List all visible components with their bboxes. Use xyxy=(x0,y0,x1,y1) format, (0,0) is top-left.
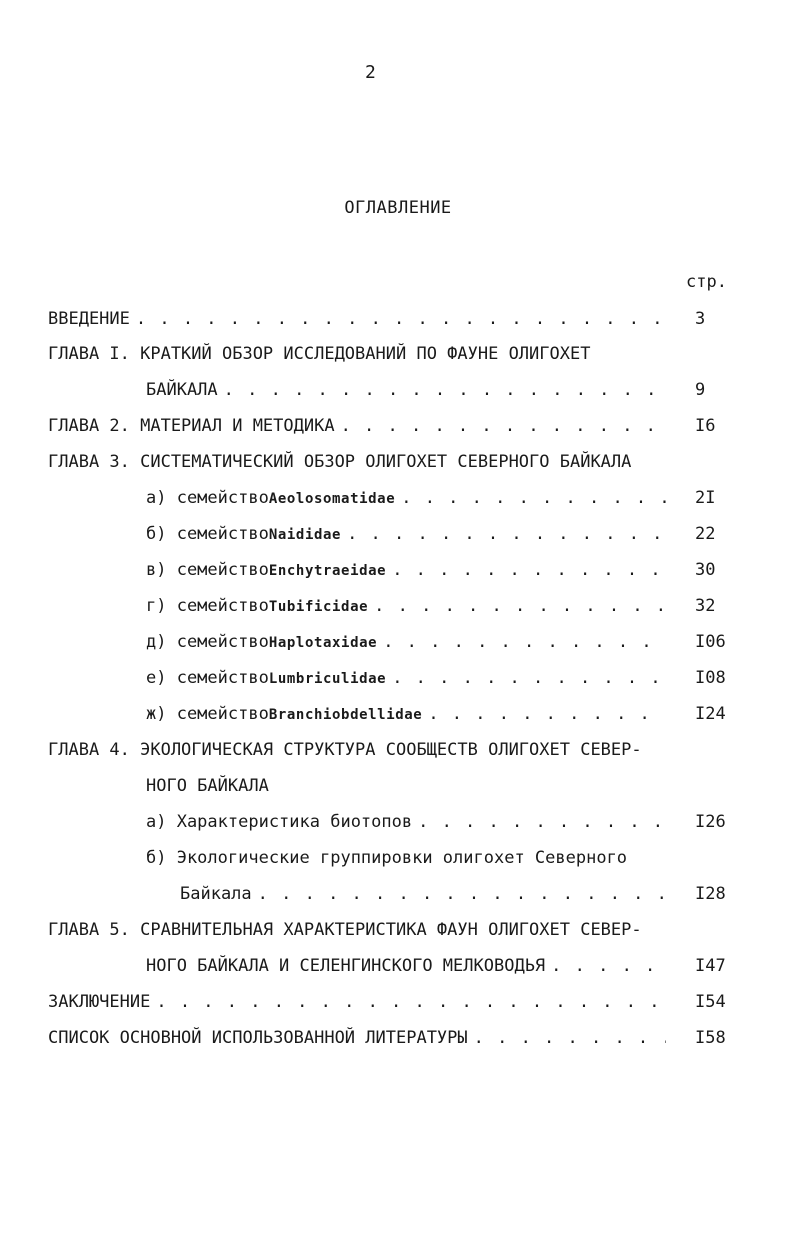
toc-references-page: I58 xyxy=(695,1028,726,1048)
leader-dots xyxy=(341,413,666,439)
leader-dots xyxy=(392,557,666,583)
family-name: Haplotaxidae xyxy=(268,635,378,651)
leader-dots xyxy=(392,665,666,691)
family-prefix: е) семейство xyxy=(146,668,269,688)
family-name: Naididae xyxy=(268,527,342,543)
toc-ch4-sub-b-page: I28 xyxy=(695,884,726,904)
toc-family-row xyxy=(146,701,672,727)
toc-conclusion-label: ЗАКЛЮЧЕНИЕ xyxy=(48,992,151,1012)
toc-ch5-continuation xyxy=(146,953,672,979)
toc-ch1-page: 9 xyxy=(695,380,706,400)
family-name: Branchiobdellidae xyxy=(268,707,423,723)
toc-ch2-label: ГЛАВА 2. МАТЕРИАЛ И МЕТОДИКА xyxy=(48,416,335,436)
family-name: Tubificidae xyxy=(268,599,369,615)
toc-intro-label: ВВЕДЕНИЕ xyxy=(48,309,130,329)
toc-references-label: СПИСОК ОСНОВНОЙ ИСПОЛЬЗОВАННОЙ ЛИТЕРАТУРЫ xyxy=(48,1028,468,1048)
family-page: 30 xyxy=(695,560,716,580)
leader-dots xyxy=(224,377,666,403)
toc-ch1-continuation xyxy=(146,377,672,403)
family-prefix: ж) семейство xyxy=(146,704,269,724)
toc-intro xyxy=(48,306,672,332)
toc-ch4-sub-a-label: а) Характеристика биотопов xyxy=(146,812,413,832)
toc-ch4-line1: ГЛАВА 4. ЭКОЛОГИЧЕСКАЯ СТРУКТУРА СООБЩЕСТВ ОЛИГОХЕТ СЕВЕР- xyxy=(48,740,642,760)
leader-dots xyxy=(374,593,666,619)
leader-dots xyxy=(258,881,666,907)
leader-dots xyxy=(401,485,666,511)
family-page: I24 xyxy=(695,704,726,724)
page-number: 2 xyxy=(365,62,376,83)
family-prefix: г) семейство xyxy=(146,596,269,616)
toc-ch2 xyxy=(48,413,672,439)
toc-ch2-page: I6 xyxy=(695,416,716,436)
toc-ch4-line2: НОГО БАЙКАЛА xyxy=(146,776,269,796)
family-page: 22 xyxy=(695,524,716,544)
family-page: 2I xyxy=(695,488,716,508)
leader-dots xyxy=(474,1025,666,1051)
family-prefix: д) семейство xyxy=(146,632,269,652)
toc-ch4-sub-b-line1: б) Экологические группировки олигохет Северного xyxy=(146,848,628,868)
toc-conclusion xyxy=(48,989,672,1015)
toc-ch3-label: ГЛАВА 3. СИСТЕМАТИЧЕСКИЙ ОБЗОР ОЛИГОХЕТ СЕВЕРНОГО БАЙКАЛА xyxy=(48,452,632,472)
toc-family-row xyxy=(146,665,672,691)
family-name: Lumbriculidae xyxy=(268,671,387,687)
family-page: 32 xyxy=(695,596,716,616)
family-prefix: б) семейство xyxy=(146,524,269,544)
leader-dots xyxy=(136,306,666,332)
page-title: ОГЛАВЛЕНИЕ xyxy=(344,198,452,218)
toc-ch5-line2: НОГО БАЙКАЛА И СЕЛЕНГИНСКОГО МЕЛКОВОДЬЯ xyxy=(146,956,546,976)
toc-ch1-line2: БАЙКАЛА xyxy=(146,380,218,400)
toc-ch4-sub-a xyxy=(146,809,672,835)
toc-ch1-line1: ГЛАВА I. КРАТКИЙ ОБЗОР ИССЛЕДОВАНИЙ ПО ФАУНЕ ОЛИГОХЕТ xyxy=(48,344,591,364)
toc-intro-page: 3 xyxy=(695,309,706,329)
toc-ch5-page: I47 xyxy=(695,956,726,976)
family-prefix: а) семейство xyxy=(146,488,269,508)
toc-ch4-sub-b-continuation xyxy=(180,881,672,907)
family-page: I08 xyxy=(695,668,726,688)
toc-family-row xyxy=(146,629,672,655)
toc-references xyxy=(48,1025,672,1051)
leader-dots xyxy=(347,521,666,547)
page-column-label: стр. xyxy=(686,272,727,292)
toc-ch5-line1: ГЛАВА 5. СРАВНИТЕЛЬНАЯ ХАРАКТЕРИСТИКА ФАУН ОЛИГОХЕТ СЕВЕР- xyxy=(48,920,642,940)
family-page: I06 xyxy=(695,632,726,652)
family-name: Enchytraeidae xyxy=(268,563,387,579)
leader-dots xyxy=(418,809,666,835)
toc-ch4-sub-b-line2: Байкала xyxy=(180,884,252,904)
toc-family-row xyxy=(146,485,672,511)
toc-conclusion-page: I54 xyxy=(695,992,726,1012)
toc-family-row xyxy=(146,557,672,583)
leader-dots xyxy=(156,989,666,1015)
leader-dots xyxy=(428,701,666,727)
family-name: Aeolosomatidae xyxy=(268,491,396,507)
family-prefix: в) семейство xyxy=(146,560,269,580)
toc-ch4-sub-a-page: I26 xyxy=(695,812,726,832)
leader-dots xyxy=(551,953,666,979)
leader-dots xyxy=(383,629,666,655)
toc-family-row xyxy=(146,593,672,619)
toc-family-row xyxy=(146,521,672,547)
